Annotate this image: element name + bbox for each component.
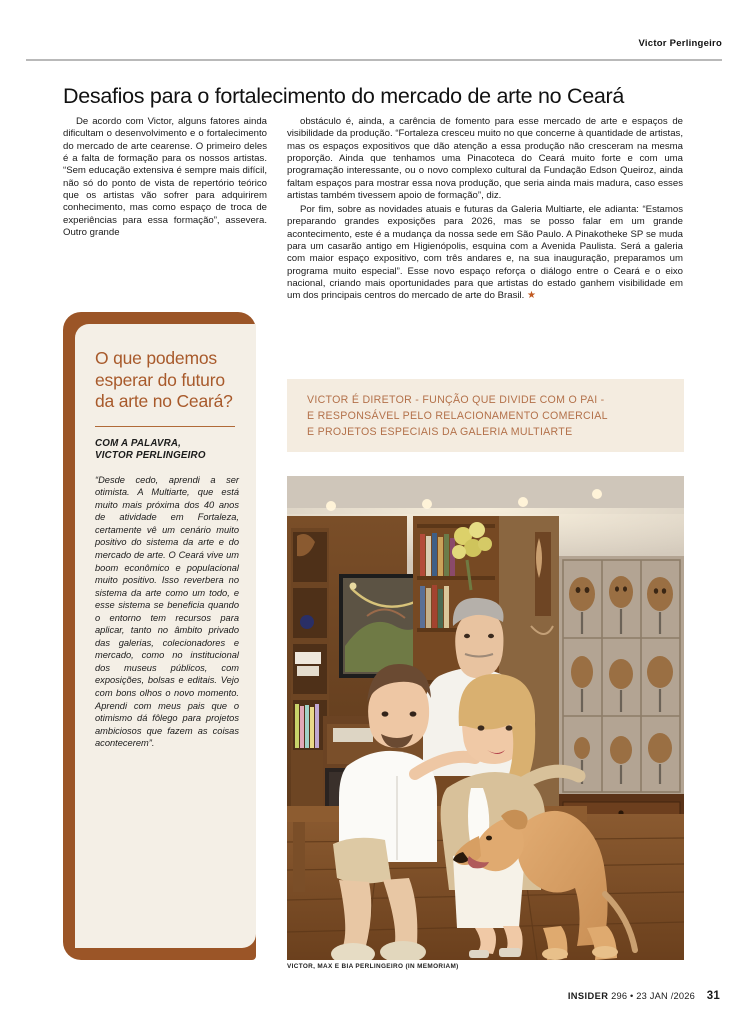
header-rule — [26, 59, 722, 61]
footer-brand: INSIDER — [567, 991, 609, 1001]
paragraph: obstáculo é, ainda, a carência de fomento para esse mercado de arte e espaços de visibilidade da produção. “Fortaleza cresceu muito no que concerne à quantidade de artistas, mas os espaços expositivos que dão atenção a essa produção não cresceram na mesma proporção. Ainda que tenhamos uma Pinacoteca do Ceará muito forte e com uma programação interessante, ou o novo complexo cultural da Fundação Edson Queiroz, ainda faltam espaços para mostrar essa nova produção, que seria ainda mais madura, caso esses artistas também tivessem apoio de formação”, diz. — [287, 116, 683, 202]
end-marker-star-icon: ★ — [526, 290, 536, 302]
credit-box — [287, 379, 684, 452]
credit-line-3: E PROJETOS ESPECIAIS DA GALERIA MULTIARTE — [307, 426, 573, 439]
sidebar-inner-panel — [75, 324, 256, 948]
page-number: 31 — [706, 990, 720, 1002]
sidebar-divider — [95, 426, 235, 427]
feature-photograph — [287, 476, 684, 960]
photo-caption: VICTOR, MAX E BIA PERLINGEIRO (IN MEMORIAM) — [287, 963, 459, 970]
paragraph — [287, 204, 683, 303]
paragraph-text: Por fim, sobre as novidades atuais e futuras da Galeria Multiarte, ele adianta: “Estamos preparando grandes exposições para 2026, mas se posso falar em um grande acontecimento, este é a mudança da nossa sede em São Paulo. A Pinakotheke SP se muda para um casarão antigo em Higienópolis, esquina com a Avenida Paulista. Será a galeria com maior espaço expositivo, com três andares e, na sua inauguração, preparamos um programa muito especial”. Esse novo espaço reforça o diálogo entre o Ceará e o eixo nacional, criando mais oportunidades para que artistas do estado ganhem visibilidade em um dos principais centros do mercado de arte do Brasil. — [287, 203, 683, 302]
sidebar-pullquote-card — [63, 312, 256, 960]
sidebar-title: O que podemos esperar do futuro da arte no Ceará? — [95, 348, 233, 411]
footer — [568, 990, 720, 1002]
footer-issue: 296 • 23 JAN /2026 — [611, 991, 695, 1001]
sidebar-kicker — [95, 438, 239, 463]
sidebar-quote: “Desde cedo, aprendi a ser otimista. A Multiarte, que está muito mais próxima dos 40 anos de atividade em Fortaleza, certamente vê um cenário muito positivo do sistema da arte e do mercado de arte. O Ceará vive um boom econômico e populacional muito positivo. Isso reverbera no sistema da arte como um todo, e esse sistema se beneficia quando o entorno tem recursos para aplicar, tanto no âmbito privado das galerias, colecionadores e mercado, como no institucional dos museus públicos, com exposições, bolsas e editais. Vejo com bons olhos o novo momento. Aprendi com meus pais que o otimismo dá fôlego para projetos ambiciosos que fazem as coisas acontecerem”. — [95, 474, 239, 749]
body-column-left — [63, 116, 267, 239]
credit-line-2: E RESPONSÁVEL PELO RELACIONAMENTO COMERCIAL — [307, 410, 608, 423]
paragraph: De acordo com Victor, alguns fatores ainda dificultam o desenvolvimento e o fortalecimento do mercado de arte cearense. O primeiro deles é a falta de formação para os nossos artistas. “Sem educação extensiva é sempre mais difícil, não só do ponto de vista de repertório teórico que os artistas vão sofrer para adquirirem conhecimento, mas como espaço de troca de experiências para essa formação”, assevera. Outro grande — [63, 116, 267, 239]
page-title: Desafios para o fortalecimento do mercado de arte no Ceará — [63, 84, 625, 108]
running-head: Victor Perlingeiro — [638, 38, 722, 49]
body-column-right — [287, 116, 683, 303]
credit-line-1: VICTOR É DIRETOR - FUNÇÃO QUE DIVIDE COM O PAI - — [307, 394, 605, 406]
photograph-illustration — [287, 476, 684, 960]
sidebar-kicker-line-2: VICTOR PERLINGEIRO — [95, 450, 206, 462]
sidebar-kicker-line-1: COM A PALAVRA, — [95, 437, 182, 449]
